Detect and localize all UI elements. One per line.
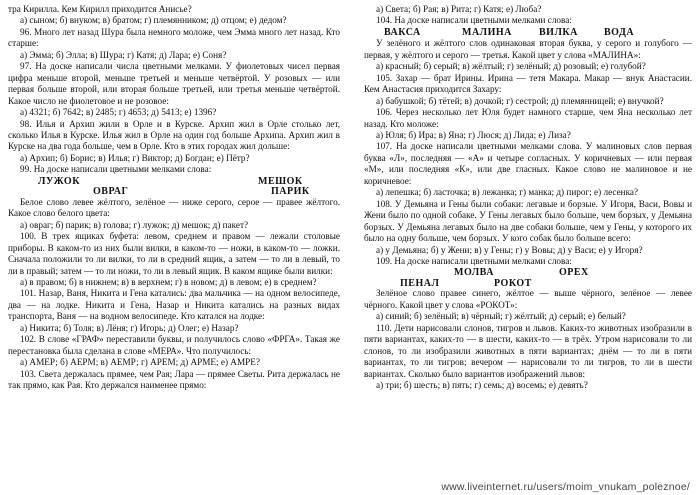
answer-options: а) овраг; б) парик; в) голова; г) лужок; д) мешок; д) пакет? — [20, 219, 249, 230]
question-96: 96. Много лет назад Шура была немного моложе, чем Эмма много лет назад. Кто старше: — [8, 26, 340, 49]
source-url-watermark: www.liveinternet.ru/users/moim_vnukam_poleznoe/ — [441, 481, 690, 493]
board-word: ВОДА — [604, 26, 635, 38]
answer-options: а) у Демьяна; б) у Жени; в) у Гены; г) у Вовы; д) у Васи; е) у Игоря? — [376, 244, 643, 255]
paragraph: тра Кирилла. Кем Кирилл приходится Анисье? — [8, 4, 192, 14]
question-110: 110. Дети нарисовали слонов, тигров и львов. Каких-то животных изобразили в пяти вариантах, каких-то — в шести, каких-то — в трёх. Утром нарисовали то ли слонов, то ли изобразили животных в пяти вариантах; днём — то ли в пяти вариантах, то ли тигров; вечером — нарисовали то ли тигров, то ли в шести вариантах. Сколько было вариантов изображений львов: — [364, 322, 692, 379]
board-word: РОКОТ — [494, 277, 532, 289]
answer-options: а) три; б) шесть; в) пять; г) семь; д) восемь; е) девять? — [376, 380, 588, 391]
answer-options: а) Света; б) Рая; в) Рита; г) Катя; е) Люба? — [376, 4, 542, 14]
question-99: 99. На доске написали цветными мелками слова: — [20, 164, 212, 175]
question-102: 102. В слове «ГРАФ» переставили буквы, и получилось слово «ФРГА». Такая же перестановка была сделана в слове «МЕРА». Что получилось: — [8, 334, 340, 356]
question-97: 97. На доске написали числа цветными мелками. У фиолетовых чисел первая цифра меньше второй, меньше третьей и меньше четвёртой. У розовых — или первая больше второй, или вторая больше третьей, или третья меньше четвёртой. Какое число не фиолетовое и не розовое: — [8, 61, 340, 106]
answer-options: а) Юля; б) Ира; в) Яна; г) Люся; д) Лида; е) Лиза? — [376, 129, 571, 140]
board-word: ВАКСА — [384, 26, 421, 38]
question-98: 98. Илья и Архип жили в Орле и в Курске. Архип жил в Орле столько лет, сколько Илья в Курске. Илья жил в Орле на один год больше Архипа. Архип жил в Курске на два года больше, чем в Орле. Кто в этих городах жил дольше: — [8, 118, 340, 152]
answer-options: а) АМЕР; б) АЕРМ; в) АЕМР; г) АРЕМ; д) АРМЕ; е) АМРЕ? — [20, 357, 260, 368]
board-word: ОРЕХ — [559, 267, 589, 279]
question-105: 105. Захар — брат Ирины. Ирина — тетя Макара. Макар — внук Анастасии. Кем Анастасия приходится Захару: — [364, 72, 692, 95]
board-word: ОВРАГ — [93, 186, 129, 198]
board-word: ЛУЖОК — [38, 175, 80, 187]
board-word: МАЛИНА — [462, 26, 512, 38]
answer-options: а) 4321; б) 7642; в) 2485; г) 4653; д) 5413; е) 1396? — [20, 107, 217, 118]
answer-options: а) Эмма; б) Элла; в) Шура; г) Катя; д) Лара; е) Соня? — [20, 49, 227, 60]
board-words-row — [8, 176, 340, 187]
board-word: ПЕНАЛ — [400, 277, 440, 289]
board-words-row — [364, 267, 692, 278]
board-word: ПАРИК — [271, 186, 310, 198]
question-109: 109. На доске написали цветными мелками слова: — [376, 255, 572, 266]
question-103: 103. Света держалась прямее, чем Рая; Лара — прямее Светы. Рита держалась не так прямо, как Рая. Кто держался наименее прямо: — [8, 368, 340, 391]
question-106: 106. Через несколько лет Юля будет намного старше, чем Яна несколько лет назад. Кто моложе: — [364, 107, 692, 129]
answer-options: а) красный; б) серый; в) жёлтый; г) зелёный; д) розовый; е) голубой? — [376, 61, 646, 72]
left-page-column — [8, 4, 340, 392]
board-words-row — [364, 27, 692, 38]
board-word: ВИЛКА — [539, 26, 578, 38]
paragraph: Зелёное слово правее синего, жёлтое — выше чёрного, зелёное — левее чёрного. Какой цвет у слова «РОКОТ»: — [364, 288, 692, 310]
answer-options: а) Никита; б) Толя; в) Лёня; г) Игорь; д) Олег; е) Назар? — [20, 322, 239, 333]
board-word: МЕШОК — [258, 175, 303, 187]
answer-options: а) лепешка; б) ласточка; в) лежанка; г) манка; д) пирог; е) лесенка? — [376, 187, 639, 198]
board-words-row — [8, 186, 340, 197]
right-page-column — [364, 4, 692, 391]
board-word: МОЛВА — [454, 267, 494, 279]
answer-options: а) синий; б) зелёный; в) чёрный; г) жёлтый; д) серый; е) белый? — [376, 311, 626, 322]
paragraph: У зелёного и жёлтого слов одинаковая вторая буква, у серого и голубого — первая, у жёлтого и серого — третья. Какой цвет у слова «МАЛИНА»: — [364, 38, 692, 60]
board-words-row — [364, 278, 692, 289]
question-108: 108. У Демьяна и Гены были собаки: легавые и борзые. У Игоря, Васи, Вовы и Жени было по одной собаке. У Гены легавых было больше, чем борзых, у Демьяна борзых. У Демьяна легавых было на две собаки больше, чем у Гены, у которого их было на одну больше, чем борзых. У кого собак было больше всего: — [364, 198, 692, 244]
paragraph: Белое слово левее жёлтого, зелёное — ниже серого, серое — правее жёлтого. Какое слово белого цвета: — [8, 196, 340, 219]
question-101: 101. Назар, Ваня, Никита и Гена катались: два мальчика — на одном велосипеде, два — на лодке. Никита и Гена, Назар и Никита катались на разных видах транспорта, Ваня — на водном велосипеде. Кто катался на лодке: — [8, 288, 340, 322]
answer-options: а) в правом; б) в нижнем; в) в верхнем; г) в новом; д) в левом; е) в среднем? — [20, 276, 317, 287]
question-107: 107. На доске написали цветными мелками слова. У малиновых слов первая буква «Л», последняя — «А» и четыре согласных. У коричневых — или первая «М», или последняя «К», или две гласных. Какое слово не малиновое и не коричневое: — [364, 141, 692, 186]
answer-options: а) бабушкой; б) тётей; в) дочкой; г) сестрой; д) племянницей; е) внучкой? — [376, 95, 664, 106]
question-100: 100. В трех ящиках буфета: левом, среднем и правом — лежали столовые приборы. В каком-то из них были вилки, в каком-то — ножи, в каком-то — ложки. Сначала положили то ли вилки, то ли в средний ящик, а затем — то ли в левый, то ли в правый; затем — то ли ножи, то ли в левый ящик. В каком ящике были вилки: — [8, 231, 340, 276]
question-104: 104. На доске написали цветными мелками слова: — [376, 15, 572, 26]
answer-options: а) сыном; б) внуком; в) братом; г) племянником; д) отцом; е) дедом? — [20, 15, 287, 26]
answer-options: а) Архип; б) Борис; в) Илья; г) Виктор; д) Богдан; е) Пётр? — [20, 152, 250, 163]
